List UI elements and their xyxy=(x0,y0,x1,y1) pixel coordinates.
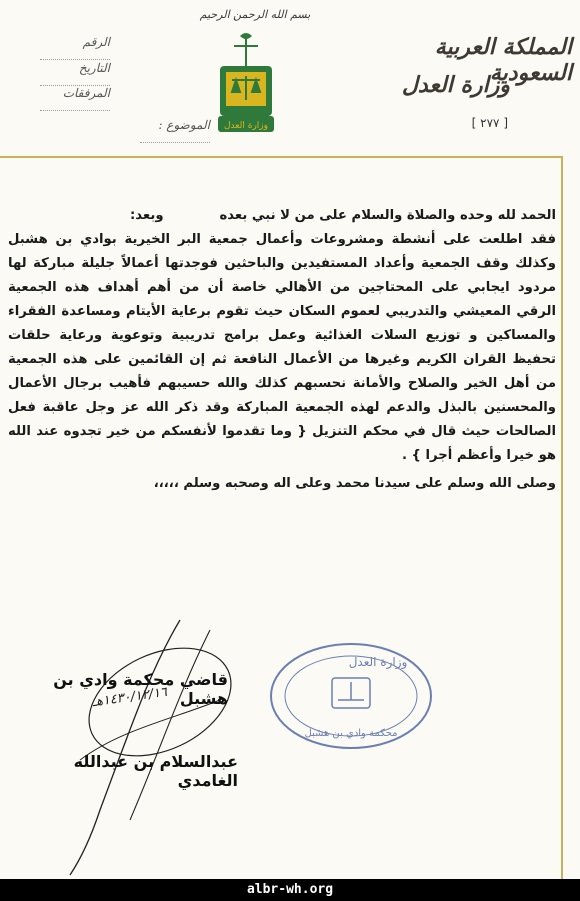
emblem-caption: وزارة العدل xyxy=(224,121,268,131)
signature-scribble-icon xyxy=(60,610,240,880)
date-label: التاريخ xyxy=(78,61,110,75)
attachments-label: المرفقات xyxy=(62,86,110,100)
attachments-field xyxy=(6,86,110,114)
attachments-line xyxy=(40,100,110,111)
gold-border-top xyxy=(0,156,563,158)
date-field xyxy=(6,61,110,89)
court-stamp-icon xyxy=(268,640,434,752)
opening-line xyxy=(8,204,556,228)
gold-border-right xyxy=(561,156,563,879)
basmala: بسم الله الرحمن الرحيم xyxy=(199,8,311,21)
letter-paragraph: فقد اطلعت على أنشطة ومشروعات وأعمال جمعية البر الخيرية بوادي بن هشبل وكذلك وقف الجمعية وأعداد المستفيدين والباحثين فوجدتها أعمالاً جليلة مباركة لها مردود ايجابي على المحتاجين من الأهالي خاصة أن من أهم أهداف هذه الجمعية الرقي المعيشي والتدريبي لعموم السكان حيث تقوم برعاية الأيتام ومساعدة الفقراء والمساكين و توزيع السلات الغذائية وعمل برامج تدريبية وتوعوية ورعاية حلقات تحفيظ القران الكريم وغيرها من الأعمال النافعة ثم إن القائمين على هذه الجمعية من أهل الخير والصلاح والأمانة نحسبهم كذلك والله حسيبهم فأهيب برجال الأعمال والمحسنين بالبذل والدعم لهذه الجمعية المباركة وقد ذكر الله عز وجل عاقبة فعل الصالحات حيث قال في محكم التنزيل { وما تقدموا لأنفسكم من خير تجدوه عند الله هو خيرا وأعظم أجرا } . xyxy=(8,232,556,463)
watermark-footer: albr-wh.org xyxy=(0,879,580,901)
subject-field xyxy=(110,118,210,146)
stamp-bottom-text: محكمة وادي بن هشبل xyxy=(304,728,398,739)
greeting-text: وبعد: xyxy=(130,208,164,223)
judge-title: قاضي محكمة وادي بن هشبل xyxy=(53,670,228,708)
subject-line xyxy=(140,132,210,143)
subject-label: الموضوع : xyxy=(158,118,210,132)
kingdom-title: المملكة العربية السعودية xyxy=(434,34,572,86)
opening-text: الحمد لله وحده والصلاة والسلام على من لا نبي بعده xyxy=(219,208,556,223)
number-field xyxy=(6,35,110,63)
stamp-top-text: وزارة العدل xyxy=(348,655,408,669)
ministry-emblem-icon xyxy=(210,32,282,134)
judge-name: عبدالسلام بن عبدالله الغامدي xyxy=(73,752,238,790)
date-line xyxy=(40,75,110,86)
closing-line: وصلى الله وسلم على سيدنا محمد وعلى اله وصحبه وسلم ،،،،، xyxy=(153,476,556,491)
reference-number: [ ٢٧٧ ] xyxy=(471,116,508,130)
number-line xyxy=(40,49,110,60)
letter-body xyxy=(8,204,556,496)
ministry-title: وزارة العدل xyxy=(401,72,510,98)
signature-date: ١٤٣٠/١٢/١٦هـ xyxy=(91,684,168,711)
number-label: الرقم xyxy=(82,35,110,49)
